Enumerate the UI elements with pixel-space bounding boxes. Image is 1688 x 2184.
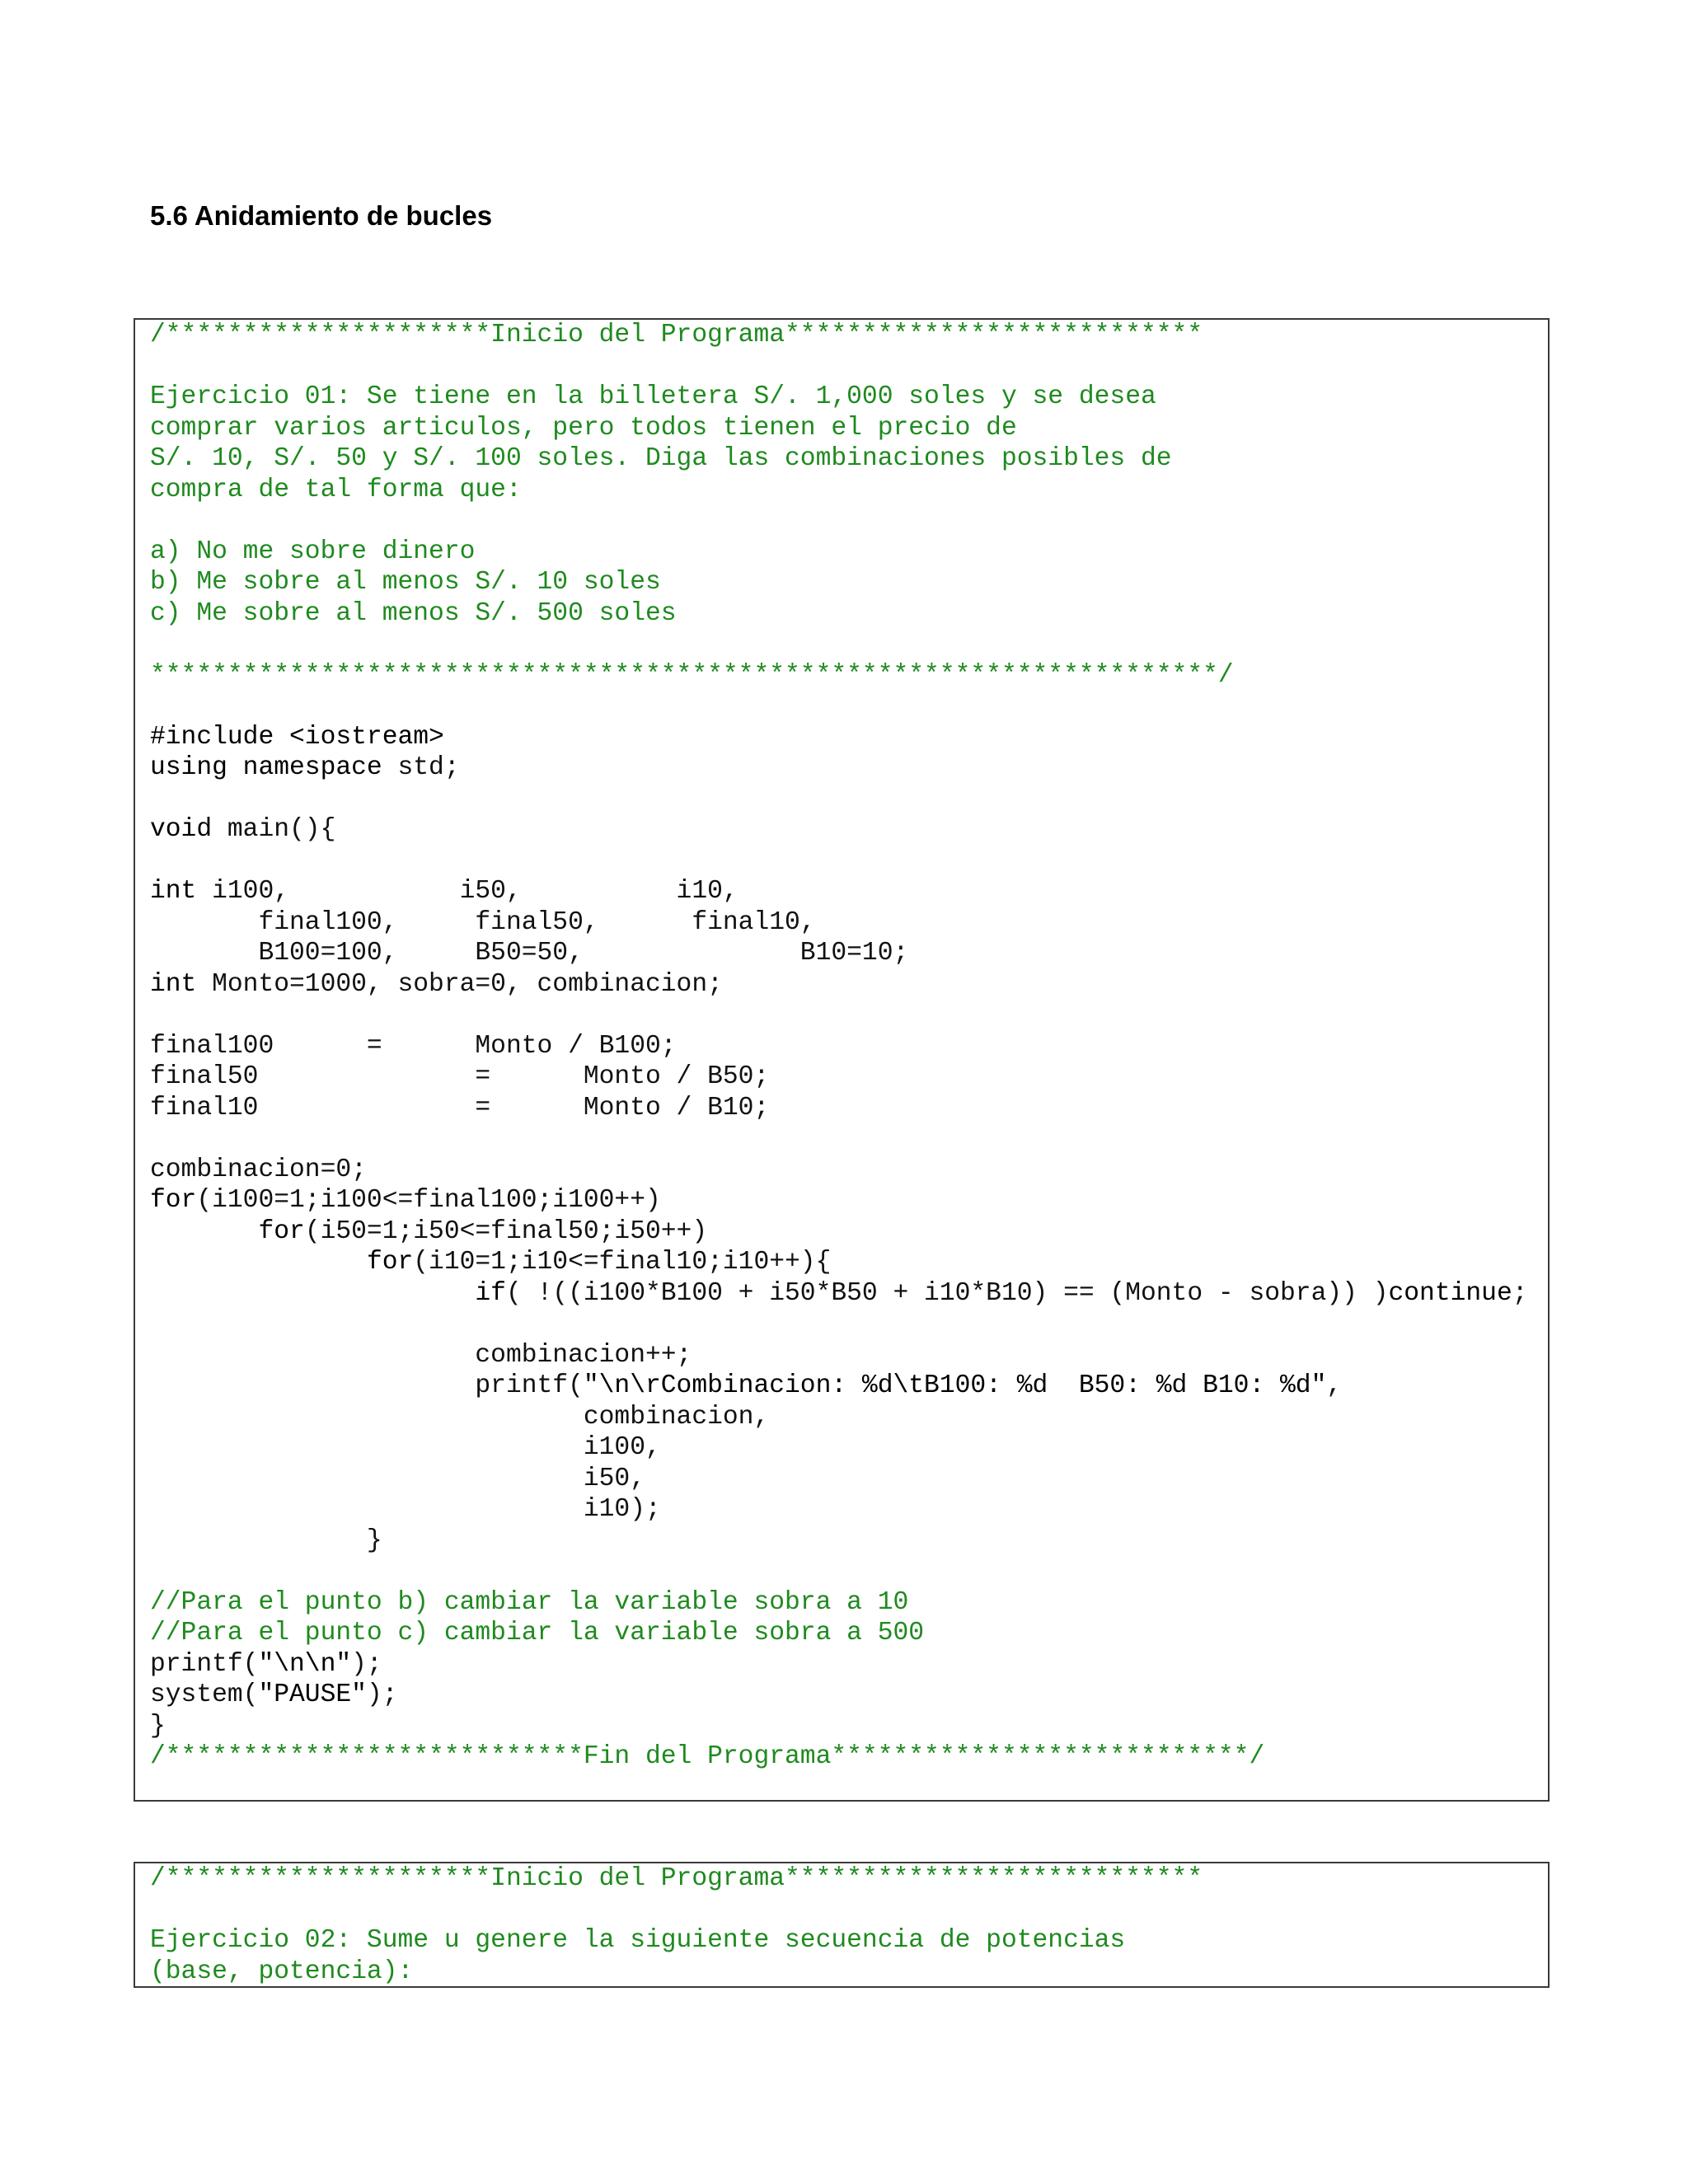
code-line [150, 1711, 1548, 1742]
code-token: } [150, 1711, 166, 1741]
code-line [150, 567, 1548, 598]
code-token: (i50=1;i50<=final50;i50++) [304, 1216, 708, 1246]
code-token: "\n\n" [258, 1649, 352, 1679]
code-line [150, 846, 1548, 877]
code-token [150, 1217, 258, 1246]
code-token: "PAUSE" [258, 1680, 367, 1709]
code-line [150, 1402, 1548, 1433]
section-heading: 5.6 Anidamiento de bucles [150, 200, 493, 231]
code-line [150, 691, 1548, 722]
code-token: compra de tal forma que: [150, 475, 522, 504]
code-line [150, 1062, 1548, 1093]
code-token: S/. 10, S/. 50 y S/. 100 soles. Diga las combinaciones posibles de [150, 444, 1172, 473]
code-token: Ejercicio 01: Se tiene en la billetera S/. 1,000 soles y se desea [150, 382, 1156, 411]
code-line [150, 1680, 1548, 1711]
code-token: final50 = Monto / B50; [150, 1062, 770, 1091]
code-token: *********************************************************************/ [150, 660, 1234, 690]
code-line [150, 1340, 1548, 1371]
code-token: printf( [150, 1371, 584, 1400]
code-line [150, 1741, 1548, 1773]
code-token: i50, [150, 1464, 645, 1493]
code-token: /*********************Inicio del Programa*************************** [150, 321, 1203, 349]
code-token: B100=100, B50=50, B10=10; [150, 939, 909, 968]
code-line [150, 938, 1548, 969]
code-token: (base, potencia): [150, 1957, 414, 1986]
code-line [150, 1526, 1548, 1557]
code-block-ejercicio-02 [134, 1862, 1550, 1988]
code-line [150, 876, 1548, 907]
code-token: //Para el punto c) cambiar la variable sobra a 500 [150, 1619, 925, 1647]
code-token: final100 = Monto / B100; [150, 1031, 677, 1061]
code-token: /*********************Inicio del Programa*************************** [150, 1864, 1203, 1893]
code-line [150, 629, 1548, 660]
code-token: Ejercicio 02: Sume u genere la siguiente secuencia de potencias [150, 1926, 1126, 1955]
code-token: b) Me sobre al menos S/. 10 soles [150, 568, 661, 597]
code-line [150, 320, 1548, 351]
code-line [150, 752, 1548, 784]
code-line [150, 475, 1548, 506]
code-token: combinacion=0; [150, 1155, 367, 1184]
code-block-ejercicio-01 [134, 318, 1550, 1802]
code-token: ; [1512, 1278, 1528, 1308]
code-token: i100, i50, i10, [196, 877, 738, 906]
code-line [150, 1587, 1548, 1619]
code-line [150, 1093, 1548, 1124]
code-token: int [150, 877, 197, 906]
code-listing [135, 320, 1548, 1773]
code-token: main(){ [212, 815, 336, 844]
code-line [150, 1000, 1548, 1031]
code-token: for [258, 1216, 305, 1246]
code-line [150, 598, 1548, 630]
code-line [150, 814, 1548, 846]
code-token: } [150, 1526, 382, 1555]
code-token: combinacion, [150, 1402, 770, 1432]
code-line [150, 1618, 1548, 1649]
code-line [150, 660, 1548, 691]
code-token: (i100=1;i100<=final100;i100++) [196, 1186, 661, 1215]
code-token [150, 1248, 367, 1277]
code-token: Monto=1000, sobra=0, combinacion; [196, 969, 723, 999]
code-line [150, 722, 1548, 753]
code-line [150, 1957, 1548, 1988]
code-line [150, 382, 1548, 413]
code-token: using namespace [150, 753, 382, 782]
code-token: ); [366, 1680, 398, 1709]
code-token: <iostream> [289, 722, 444, 752]
code-line [150, 1247, 1548, 1278]
code-line [150, 351, 1548, 382]
code-token: combinacion++; [150, 1340, 692, 1370]
code-token: , [1326, 1371, 1343, 1400]
code-line [150, 1863, 1548, 1895]
code-line [150, 1895, 1548, 1926]
code-line [150, 443, 1548, 475]
code-line [150, 1123, 1548, 1155]
code-line [150, 1556, 1548, 1587]
code-token: continue [1388, 1278, 1512, 1308]
code-token: for [150, 1186, 197, 1215]
code-line [150, 1185, 1548, 1216]
code-token: a) No me sobre dinero [150, 537, 476, 566]
code-token: i10); [150, 1495, 661, 1524]
code-token: ); [351, 1649, 382, 1679]
code-token: comprar varios articulos, pero todos tienen el precio de [150, 413, 1017, 443]
code-line [150, 505, 1548, 537]
code-line [150, 537, 1548, 568]
code-token: std; [382, 753, 460, 782]
code-line [150, 413, 1548, 444]
code-line [150, 969, 1548, 1001]
code-token: #include [150, 722, 290, 752]
code-token: c) Me sobre al menos S/. 500 soles [150, 598, 677, 628]
code-line [150, 1216, 1548, 1248]
code-line [150, 1649, 1548, 1680]
code-line [150, 1494, 1548, 1526]
code-token: for [366, 1248, 414, 1277]
code-token: void [150, 815, 213, 844]
code-token: //Para el punto b) cambiar la variable sobra a 10 [150, 1587, 909, 1617]
code-line [150, 1278, 1548, 1310]
code-listing [135, 1863, 1548, 1987]
code-token: /***************************Fin del Programa***************************/ [150, 1742, 1265, 1771]
code-token: int [150, 969, 197, 999]
code-line [150, 784, 1548, 815]
code-line [150, 1925, 1548, 1957]
code-token: if [475, 1278, 506, 1308]
code-line [150, 1432, 1548, 1464]
code-token: final10 = Monto / B10; [150, 1093, 770, 1122]
code-line [150, 1155, 1548, 1186]
code-token: "\n\rCombinacion: %d\tB100: %d B50: %d B10: %d" [583, 1371, 1327, 1400]
code-line [150, 1031, 1548, 1062]
code-token: ( !((i100*B100 + i50*B50 + i10*B10) == (Monto - sobra)) ) [505, 1278, 1389, 1308]
code-token [150, 1279, 475, 1308]
code-line [150, 1371, 1548, 1402]
code-token: system( [150, 1680, 259, 1709]
code-token: (i10=1;i10<=final10;i10++){ [413, 1248, 832, 1277]
code-token: final100, final50, final10, [150, 907, 816, 937]
code-line [150, 1464, 1548, 1495]
code-line [150, 907, 1548, 939]
code-line [150, 1309, 1548, 1340]
code-token: i100, [150, 1433, 661, 1462]
code-token: printf( [150, 1649, 259, 1679]
